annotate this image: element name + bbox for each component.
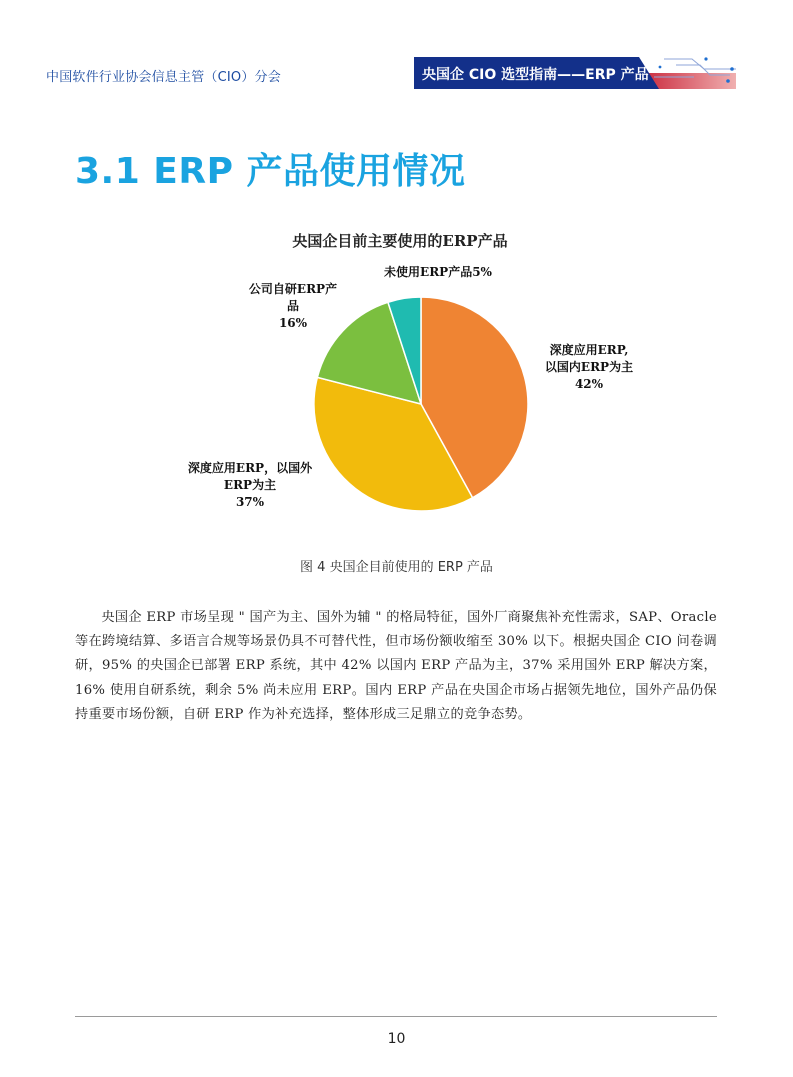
label-selfdev-value: 16% (278, 316, 308, 330)
body-paragraph: 央国企 ERP 市场呈现 " 国产为主、国外为辅 " 的格局特征，国外厂商聚焦补充性需求，SAP、Oracle 等在跨境结算、多语言合规等场景仍具不可替代性，但市场份额收缩至 30% 以下。根据央国企 CIO 问卷调研，95% 的央国企已部署 ERP 系统，其中 42% 以国内 ERP 产品为主，37% 采用国外 ERP 解决方案，16% 使用自研系统，剩余 5% 尚未应用 ERP。国内 ERP 产品在央国企市场占据领先地位，国外产品仍保持重要市场份额，自研 ERP 作为补充选择，整体形成三足鼎立的竞争态势。 (75, 610, 717, 722)
banner-title: 央国企 CIO 选型指南——ERP 产品 (422, 67, 649, 83)
footer-divider (75, 1016, 717, 1017)
label-unused (368, 264, 508, 281)
label-foreign-line1: 深度应用ERP，以国外 (187, 461, 313, 475)
label-domestic-erp (534, 342, 644, 393)
label-foreign-value: 37% (235, 495, 265, 509)
label-selfdev-line1: 公司自研ERP产 (248, 282, 338, 296)
figure-caption: 图 4 央国企目前使用的 ERP 产品 (300, 560, 493, 575)
label-selfdev-line2: 品 (286, 299, 299, 313)
label-self-developed (238, 281, 348, 332)
page-number: 10 (387, 1031, 406, 1047)
label-foreign-erp (170, 460, 330, 511)
pie-chart (150, 222, 650, 522)
label-unused-line1: 未使用ERP产品5% (384, 265, 492, 279)
label-domestic-line2: 以国内ERP为主 (544, 360, 634, 374)
header-banner (414, 57, 736, 89)
section-title: 3.1 ERP 产品使用情况 (75, 151, 466, 192)
label-domestic-line1: 深度应用ERP, (549, 343, 629, 357)
chart-title: 央国企目前主要使用的ERP产品 (292, 232, 508, 250)
label-domestic-value: 42% (574, 377, 604, 391)
label-foreign-line2: ERP为主 (223, 478, 277, 492)
header-organization: 中国软件行业协会信息主管（CIO）分会 (46, 70, 281, 85)
